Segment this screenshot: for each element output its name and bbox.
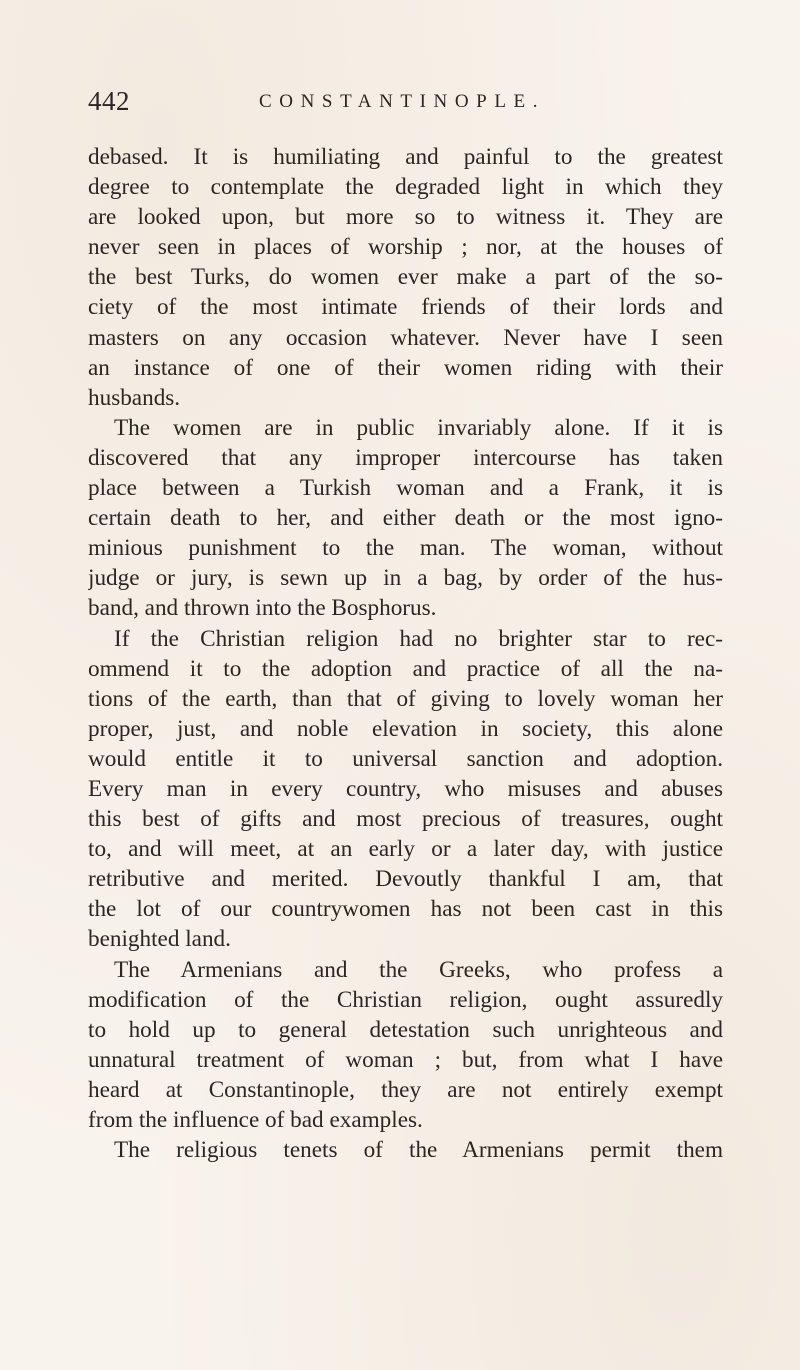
text-line: an instance of one of their women riding with their (88, 354, 723, 381)
paragraph (88, 413, 723, 624)
text-line: the lot of our countrywomen has not been cast in this (88, 896, 723, 923)
text-line: proper, just, and noble elevation in society, this alone (88, 715, 723, 742)
text-line: heard at Constantinople, they are not entirely exempt (88, 1076, 723, 1103)
paragraph (88, 955, 723, 1136)
paragraph (88, 142, 723, 413)
text-line: modification of the Christian religion, ought assuredly (88, 986, 723, 1013)
text-line: If the Christian religion had no brighter star to rec- (114, 625, 723, 652)
body-text (88, 142, 723, 1165)
text-line: to hold up to general detestation such unrighteous and (88, 1016, 723, 1043)
page-header (88, 86, 718, 126)
text-line: The religious tenets of the Armenians permit them (114, 1137, 723, 1164)
text-line: retributive and merited. Devoutly thankful I am, that (88, 866, 723, 893)
text-line: The Armenians and the Greeks, who profess a (114, 956, 723, 983)
text-line: Every man in every country, who misuses and abuses (88, 775, 723, 802)
text-line: this best of gifts and most precious of treasures, ought (88, 806, 723, 833)
text-line: from the influence of bad examples. (88, 1107, 423, 1133)
text-line: would entitle it to universal sanction and adoption. (88, 745, 723, 772)
text-line: debased. It is humiliating and painful to the greatest (88, 144, 723, 170)
text-line: tions of the earth, than that of giving to lovely woman her (88, 685, 723, 712)
text-line: band, and thrown into the Bosphorus. (88, 595, 437, 622)
text-line: The women are in public invariably alone. If it is (114, 414, 723, 441)
text-line: never seen in places of worship ; nor, at the houses of (88, 234, 723, 261)
text-line: judge or jury, is sewn up in a bag, by order of the hus- (88, 565, 723, 592)
page-number: 442 (88, 86, 130, 116)
text-line: unnatural treatment of woman ; but, from what I have (88, 1046, 723, 1073)
text-line: minious punishment to the man. The woman, without (88, 535, 723, 562)
text-line: benighted land. (88, 926, 231, 953)
text-line: degree to contemplate the degraded light in which they (88, 174, 723, 201)
text-line: place between a Turkish woman and a Frank, it is (88, 475, 723, 502)
paragraph (88, 1135, 723, 1165)
running-head: CONSTANTINOPLE. (259, 91, 546, 112)
text-line: husbands. (88, 384, 181, 411)
text-line: the best Turks, do women ever make a part of the so- (88, 264, 723, 291)
paragraph (88, 624, 723, 955)
text-line: ciety of the most intimate friends of their lords and (88, 294, 723, 321)
text-line: are looked upon, but more so to witness it. They are (88, 204, 723, 231)
text-line: to, and will meet, at an early or a later day, with justice (88, 836, 723, 863)
text-line: masters on any occasion whatever. Never have I seen (88, 324, 723, 351)
text-line: ommend it to the adoption and practice of all the na- (88, 655, 723, 682)
text-line: discovered that any improper intercourse has taken (88, 444, 723, 471)
text-line: certain death to her, and either death or the most igno- (88, 505, 723, 532)
